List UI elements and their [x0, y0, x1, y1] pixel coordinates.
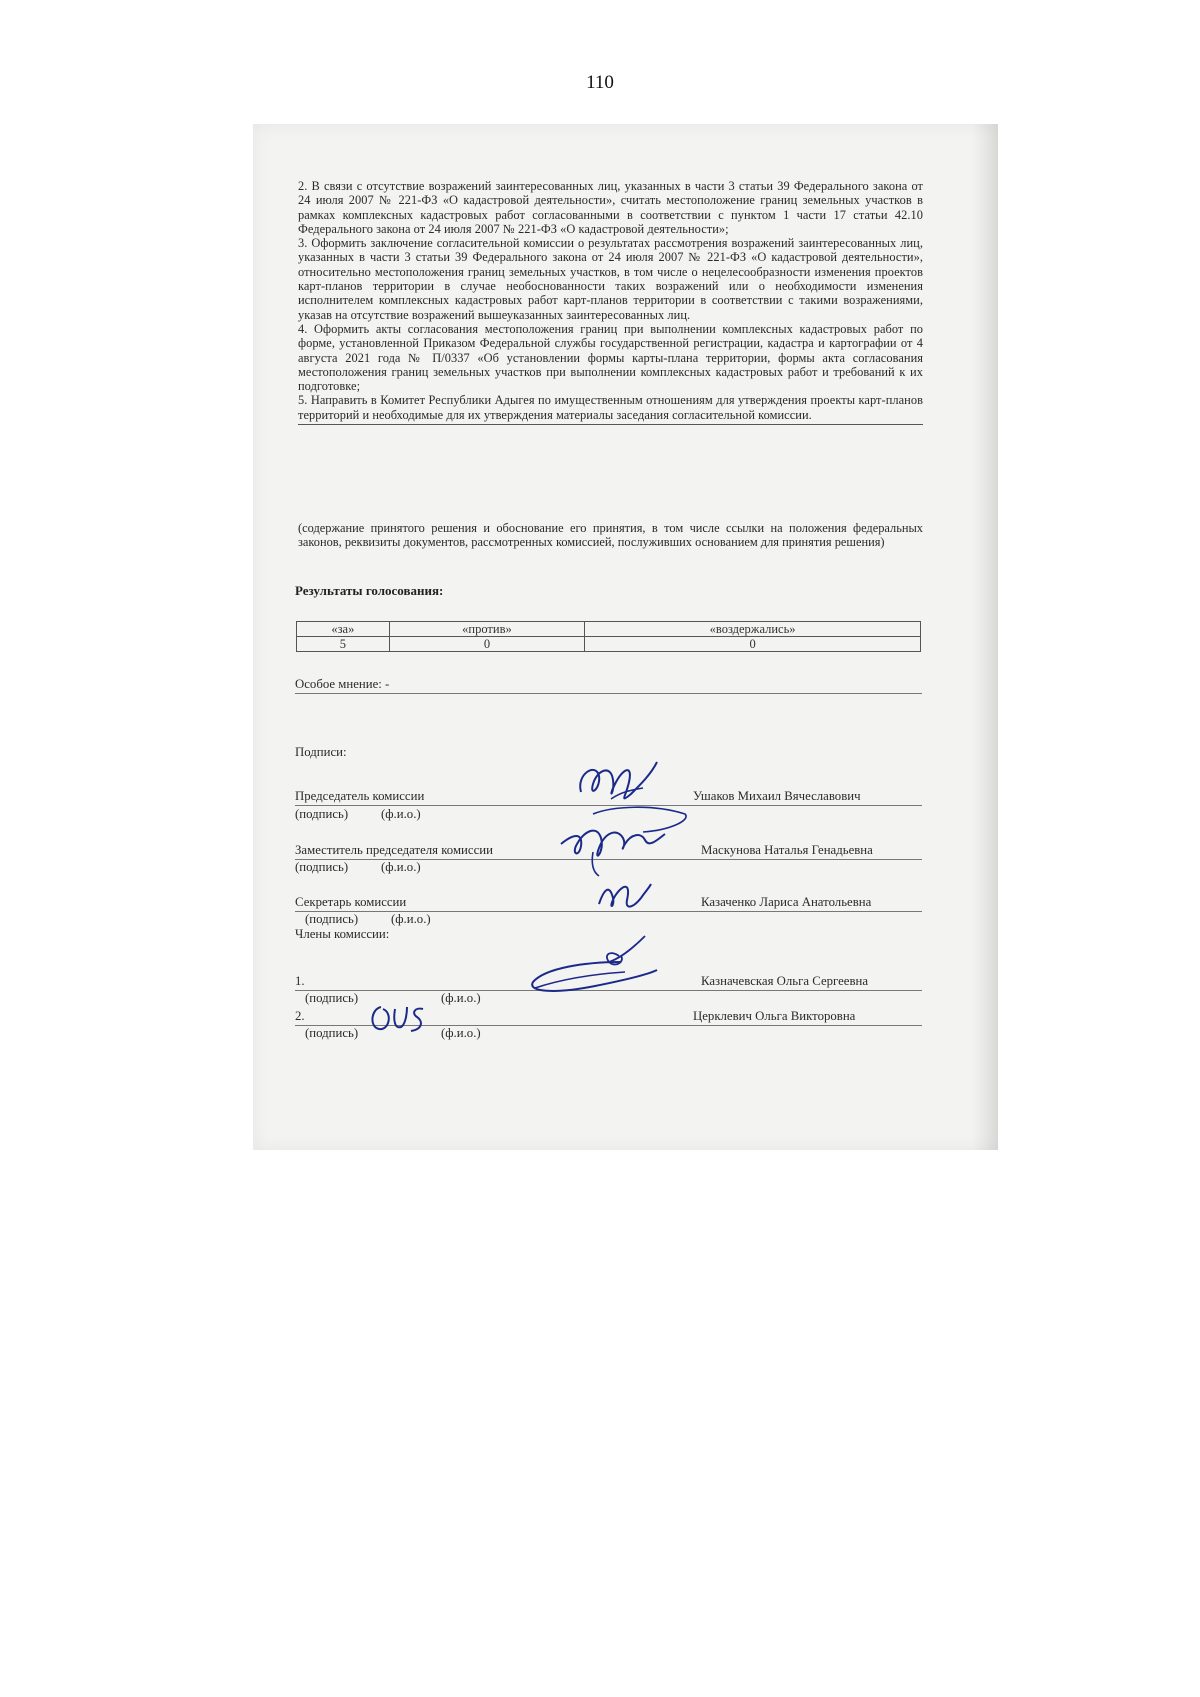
deputy-signature — [553, 804, 693, 879]
deputy-fio-label: (ф.и.о.) — [381, 860, 421, 874]
member1-signature — [525, 932, 665, 1002]
votes-header-row — [297, 622, 921, 637]
deputy-name: Маскунова Наталья Генадьевна — [701, 843, 873, 857]
deputy-sign-label: (подпись) — [295, 860, 349, 874]
chair-sign-label: (подпись) — [295, 807, 349, 821]
secretary-role: Секретарь комиссии — [295, 895, 407, 909]
member2-name: Церклевич Ольга Викторовна — [693, 1009, 856, 1023]
scanned-protocol-page — [253, 124, 998, 1150]
member2-sign-label: (подпись) — [305, 1026, 359, 1040]
votes-value-row — [297, 637, 921, 652]
paragraph-4: 4. Оформить акты согласования местоположения границ при выполнении комплексных кадастровых работ по форме, установленной Приказом Федеральной службы государственной регистрации, кадастра и картографии от 4 августа 2021 года № П/0337 «Об установлении формы карты-плана территории, формы акта согласования местоположения границ земельных участков при выполнении комплексных кадастровых работ и требований к их подготовке; — [298, 321, 923, 394]
member1-fio-label: (ф.и.о.) — [441, 991, 481, 1005]
votes-for-header: «за» — [297, 622, 390, 637]
deputy-role: Заместитель председателя комиссии — [295, 843, 493, 857]
votes-for-value: 5 — [297, 637, 390, 652]
secretary-fio-label: (ф.и.о.) — [391, 912, 431, 926]
paragraph-2: 2. В связи с отсутствие возражений заинтересованных лиц, указанных в части 3 статьи 39 Федерального закона от 24 июля 2007 № 221-ФЗ «О кадастровой деятельности», считать местоположение границ земельных участков в рамках комплексных кадастровых работ согласованными в соответствии с пунктом 1 части 17 статьи 42.10 Федерального закона от 24 июля 2007 № 221-ФЗ «О кадастровой деятельности»; — [298, 179, 923, 236]
secretary-signature — [593, 874, 653, 914]
signatures-heading: Подписи: — [295, 745, 347, 759]
member2-fio-label: (ф.и.о.) — [441, 1026, 481, 1040]
member1-name: Казначевская Ольга Сергеевна — [701, 974, 869, 988]
member2-signature — [367, 997, 431, 1037]
votes-abstain-value: 0 — [585, 637, 921, 652]
votes-against-value: 0 — [389, 637, 584, 652]
page-number: 110 — [586, 72, 614, 93]
votes-abstain-header: «воздержались» — [585, 622, 921, 637]
votes-heading: Результаты голосования: — [295, 583, 444, 598]
special-opinion: Особое мнение: - — [295, 675, 922, 694]
secretary-sign-label: (подпись) — [305, 912, 359, 926]
chair-fio-label: (ф.и.о.) — [381, 807, 421, 821]
chair-name: Ушаков Михаил Вячеславович — [693, 789, 861, 803]
paragraph-3: 3. Оформить заключение согласительной комиссии о результатах рассмотрения возражений заинтересованных лиц, указанных в части 3 статьи 39 Федерального закона от 24 июля 2007 № 221-ФЗ «О кадастровой деятельности», относительно местоположения границ земельных участков, в том числе о нецелесообразности изменения проектов карт-планов территории в случае необоснованности таких возражений или о необходимости изменения исполнителем комплексных кадастровых работ карт-планов территории в соответствии с такими возражениями, указав на отсутствие возражений вышеуказанных заинтересованных лиц. — [298, 236, 923, 322]
member1-number: 1. — [295, 974, 305, 988]
members-heading: Члены комиссии: — [295, 927, 390, 941]
decision-text — [298, 179, 923, 425]
paragraph-5: 5. Направить в Комитет Республики Адыгея по имущественным отношениям для утверждения проекты карт-планов территорий и необходимые для их утверждения материалы заседания согласительной комиссии. — [298, 393, 923, 425]
votes-table — [296, 621, 921, 652]
chair-role: Председатель комиссии — [295, 789, 425, 803]
member2-number: 2. — [295, 1009, 305, 1023]
member1-sign-label: (подпись) — [305, 991, 359, 1005]
secretary-name: Казаченко Лариса Анатольевна — [701, 895, 872, 909]
scan-shadow-edge — [972, 124, 998, 1150]
votes-against-header: «против» — [389, 622, 584, 637]
decision-note: (содержание принятого решения и обоснование его принятия, в том числе ссылки на положения федеральных законов, реквизиты документов, рассмотренных комиссией, послуживших основанием для принятия решения) — [298, 521, 923, 550]
